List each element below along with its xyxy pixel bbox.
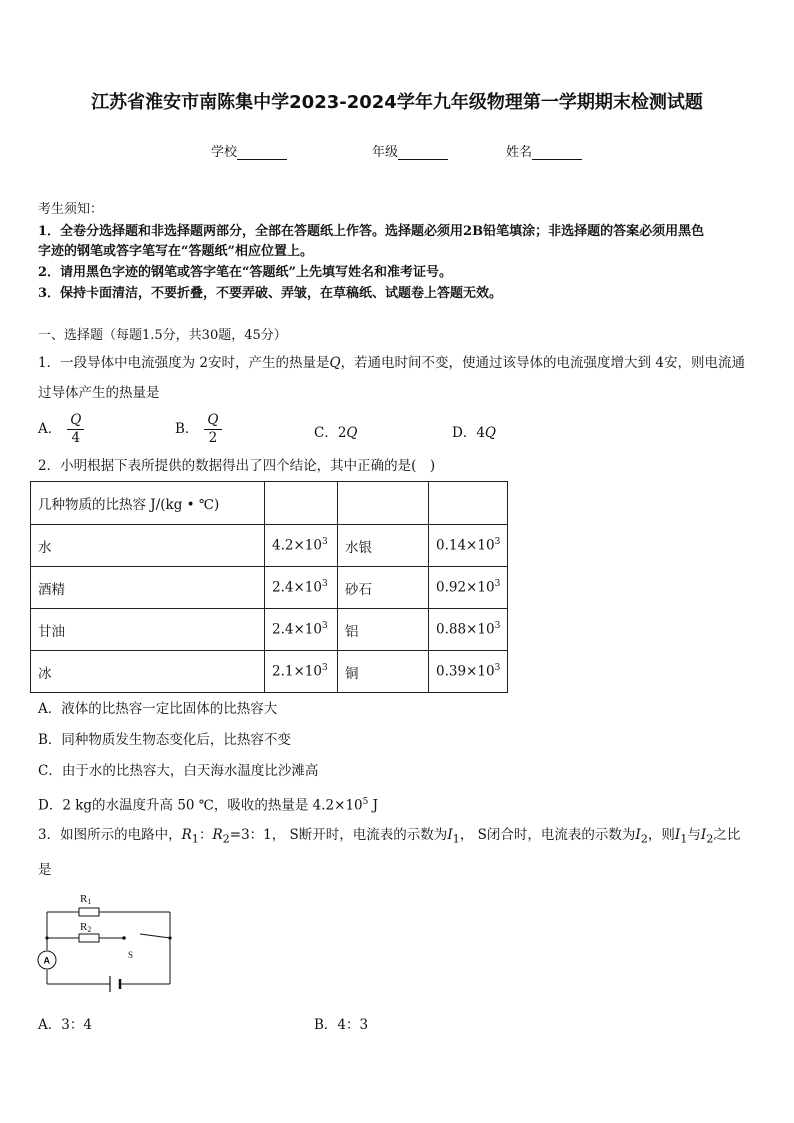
question-3-option-b[interactable]: B．4：3 — [314, 1017, 369, 1033]
question-1-option-a[interactable]: A． $\frac{Q}{4}$ — [38, 412, 84, 447]
table-header-row — [31, 482, 508, 525]
name-blank — [532, 145, 582, 160]
switch-blade — [140, 934, 170, 938]
grade-blank — [398, 145, 448, 160]
section-heading: 一、选择题（每题1.5分，共30题，45分） — [38, 328, 287, 343]
notice-item-2: 2．请用黑色字迹的钢笔或答字笔在“答题纸”上先填写姓名和准考证号。 — [38, 265, 453, 280]
junction — [45, 936, 48, 939]
school-field — [211, 141, 287, 160]
junction — [168, 936, 171, 939]
notice-item-3: 3．保持卡面清洁，不要折叠，不要弄破、弄皱，在草稿纸、试题卷上答题无效。 — [38, 286, 503, 301]
notice-heading: 考生须知： — [38, 202, 104, 217]
ammeter-label: A — [43, 955, 50, 966]
r1-label: R1 — [80, 893, 92, 906]
circuit-diagram — [36, 888, 181, 1000]
name-field — [506, 141, 582, 160]
name-label: 姓名 — [506, 145, 533, 160]
switch-label: S — [128, 950, 134, 960]
resistor-r1 — [79, 908, 99, 916]
resistor-r2 — [79, 934, 99, 942]
switch-contact — [122, 936, 126, 940]
question-2-option-b[interactable]: B．同种物质发生物态变化后，比热容不变 — [38, 732, 291, 748]
question-2-option-c[interactable]: C．由于水的比热容大，白天海水温度比沙滩高 — [38, 763, 319, 779]
fraction: $\frac{Q}{4}$ — [67, 412, 84, 447]
question-3-option-a[interactable]: A．3：4 — [38, 1017, 92, 1033]
table-row: 冰 $2.1\times 10^3$ 铜 $0.39\times 10^3$ — [31, 651, 508, 693]
table-row: 酒精 $2.4\times 10^3$ 砂石 $0.92\times 10^3$ — [31, 567, 508, 609]
question-2-stem: 2．小明根据下表所提供的数据得出了四个结论，其中正确的是( ) — [38, 458, 436, 474]
question-1-option-c[interactable]: C．2Q — [314, 425, 358, 441]
table-row: 甘油 $2.4\times 10^3$ 铝 $0.88\times 10^3$ — [31, 609, 508, 651]
r2-label: R2 — [80, 921, 92, 934]
page-title: 江苏省淮安市南陈集中学2023-2024学年九年级物理第一学期期末检测试题 — [91, 92, 703, 113]
school-label: 学校 — [211, 145, 238, 160]
fraction: $\frac{Q}{2}$ — [204, 412, 221, 447]
question-3-stem: 3．如图所示的电路中，$R_1$：$R_2=3$：1， S断开时，电流表的示数为$I_1$， S闭合时，电流表的示数为$I_2$，则$I_1$与$I_2$之比 是 — [38, 827, 741, 878]
question-1-option-b[interactable]: B． $\frac{Q}{2}$ — [175, 412, 222, 447]
specific-heat-table — [30, 481, 508, 693]
table-header-cell: 几种物质的比热容 J/(kg • ℃) — [31, 482, 265, 525]
table-row: 水 $4.2\times 10^3$ 水银 $0.14\times 10^3$ — [31, 525, 508, 567]
question-2-option-d[interactable]: D．2 kg的水温度升高 50 ℃，吸收的热量是 $4.2\times 10^5$ J — [38, 797, 379, 814]
notice-item-1-cont: 字迹的钢笔或答字笔写在“答题纸”相应位置上。 — [38, 244, 313, 259]
grade-label: 年级 — [372, 145, 399, 160]
question-2-option-a[interactable]: A．液体的比热容一定比固体的比热容大 — [38, 701, 278, 717]
grade-field — [372, 141, 448, 160]
question-1-option-d[interactable]: D．4Q — [452, 425, 496, 441]
question-1-stem: 1．一段导体中电流强度为 2安时，产生的热量是Q，若通电时间不变，使通过该导体的电流强度增大到 4安，则电流通过导体产生的热量是 — [38, 355, 745, 401]
school-blank — [237, 145, 287, 160]
notice-item-1: 1．全卷分选择题和非选择题两部分，全部在答题纸上作答。选择题必须用2B铅笔填涂；非选择题的答案必须用黑色 — [38, 224, 705, 239]
